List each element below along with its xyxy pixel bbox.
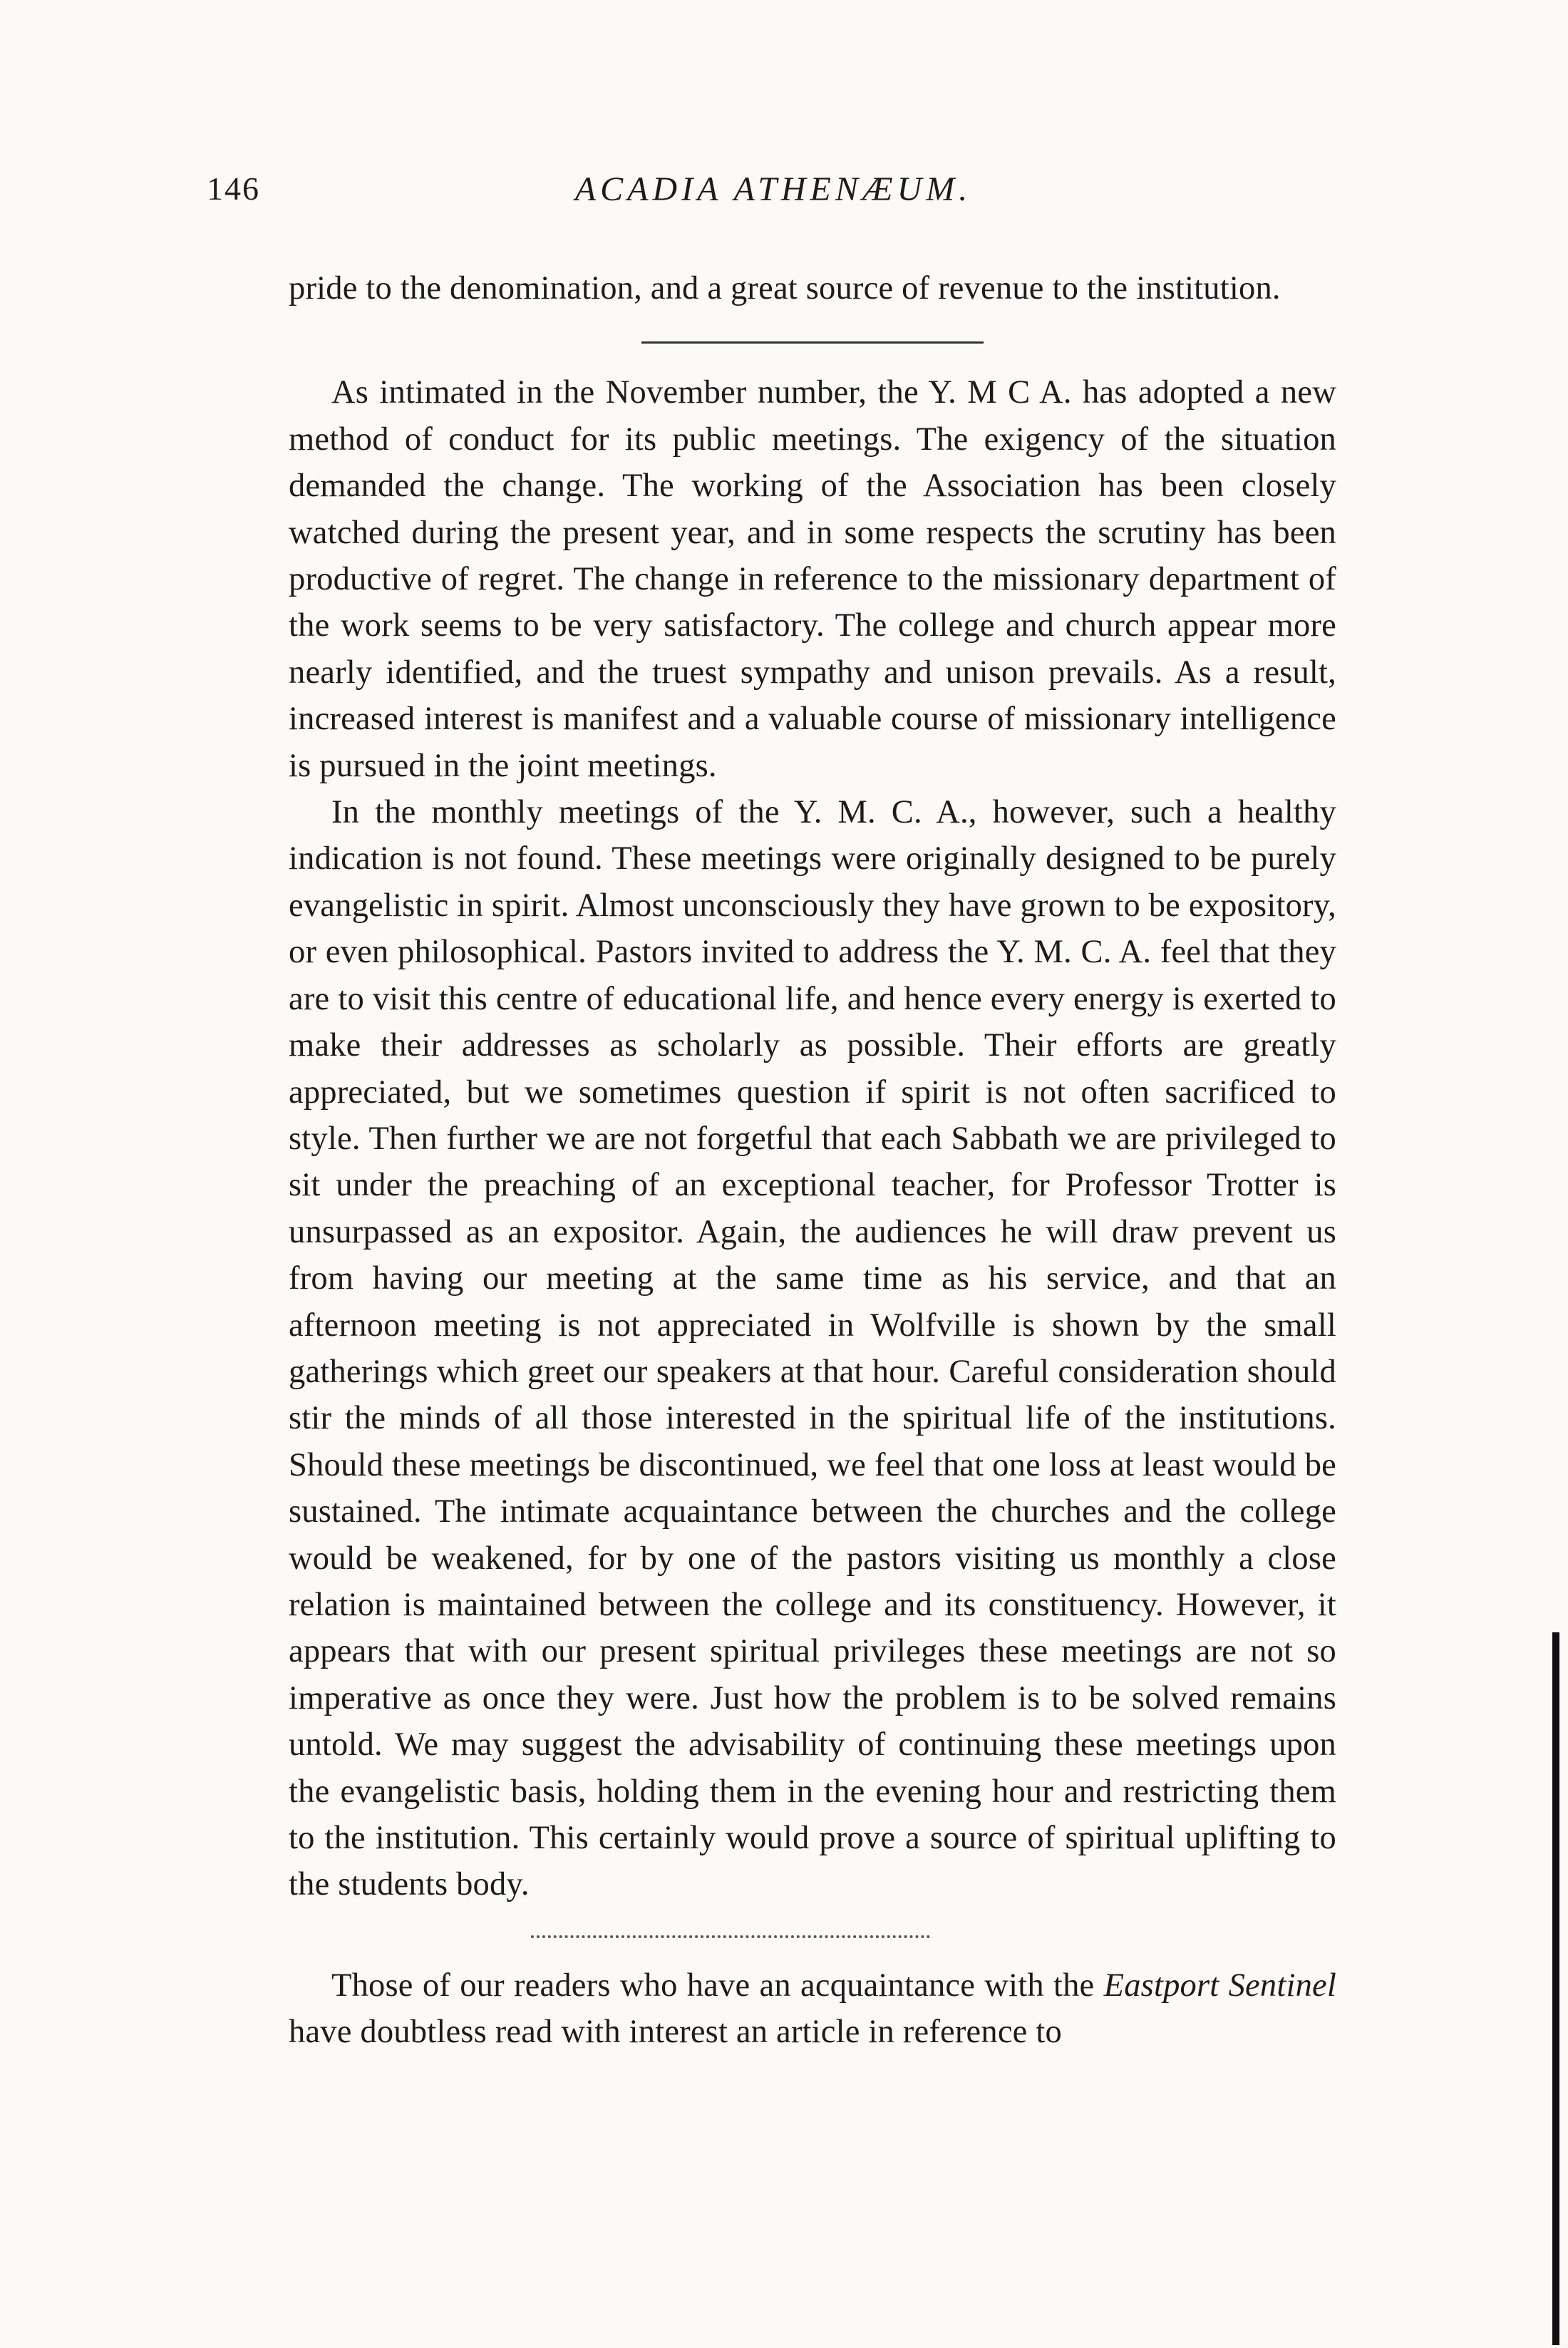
ymca-paragraph-1: As intimated in the November number, the Y. M C A. has adopted a new method of conduct for its public meetings. The exigency of the situation demanded the change. The working of the Association has been closely watched during the present year, and in some respects the scrutiny has been productive of regret. The change in reference to the missionary department of the work seems to be very satisfactory. The college and church appear more nearly identified, and the truest sympathy and unison prevails. As a result, increased interest is manifest and a valuable course of missionary intelligence is pursued in the joint meetings. (289, 374, 1336, 784)
section-divider-dotted (531, 1935, 930, 1938)
scan-edge-shadow (1552, 1632, 1559, 2345)
ymca-paragraph-2: In the monthly meetings of the Y. M. C. A., however, such a healthy indication is not found. These meetings were originally designed to be purely evangelistic in spirit. Almost unconsciously they have grown to be expository, or even philosophical. Pastors invited to address the Y. M. C. A. feel that they are to visit this centre of educational life, and hence every energy is exerted to make their addresses as scholarly as possible. Their efforts are greatly appreciated, but we sometimes question if spirit is not often sacrificed to style. Then further we are not forgetful that each Sabbath we are privileged to sit under the preaching of an exceptional teacher, for Professor Trotter is unsurpassed as an expositor. Again, the audiences he will draw prevent us from having our meeting at the same time as his service, and that an afternoon meeting is not appreciated in Wolfville is shown by the small gatherings which greet our speakers at that hour. Careful consideration should stir the minds of all those interested in the spiritual life of the institutions. Should these meetings be discontinued, we feel that one loss at least would be sustained. The intimate acquaintance between the churches and the college would be weakened, for by one of the pastors visiting us monthly a close relation is maintained between the college and its constituency. However, it appears that with our present spiritual privileges these meetings are not so imperative as once they were. Just how the problem is to be solved remains untold. We may suggest the advisability of continuing these meetings upon the evangelistic basis, holding them in the evening hour and restricting them to the institution. This certainly would prove a source of spiritual uplifting to the students body. (289, 794, 1336, 1903)
eastport-paragraph (289, 1962, 1336, 2056)
running-title: ACADIA ATHENÆUM. (574, 170, 972, 208)
eastport-text-after: have doubtless read with interest an article in reference to (289, 2014, 1062, 2051)
continued-paragraph: pride to the denomination, and a great source of revenue to the institution. (289, 270, 1281, 307)
section-divider (641, 341, 984, 344)
page-number: 146 (207, 170, 260, 207)
page-body (289, 265, 1336, 2056)
page-header (207, 170, 1340, 227)
eastport-text-before: Those of our readers who have an acquaintance with the (331, 1967, 1104, 2004)
publication-name: Eastport Sentinel (1103, 1967, 1336, 2004)
